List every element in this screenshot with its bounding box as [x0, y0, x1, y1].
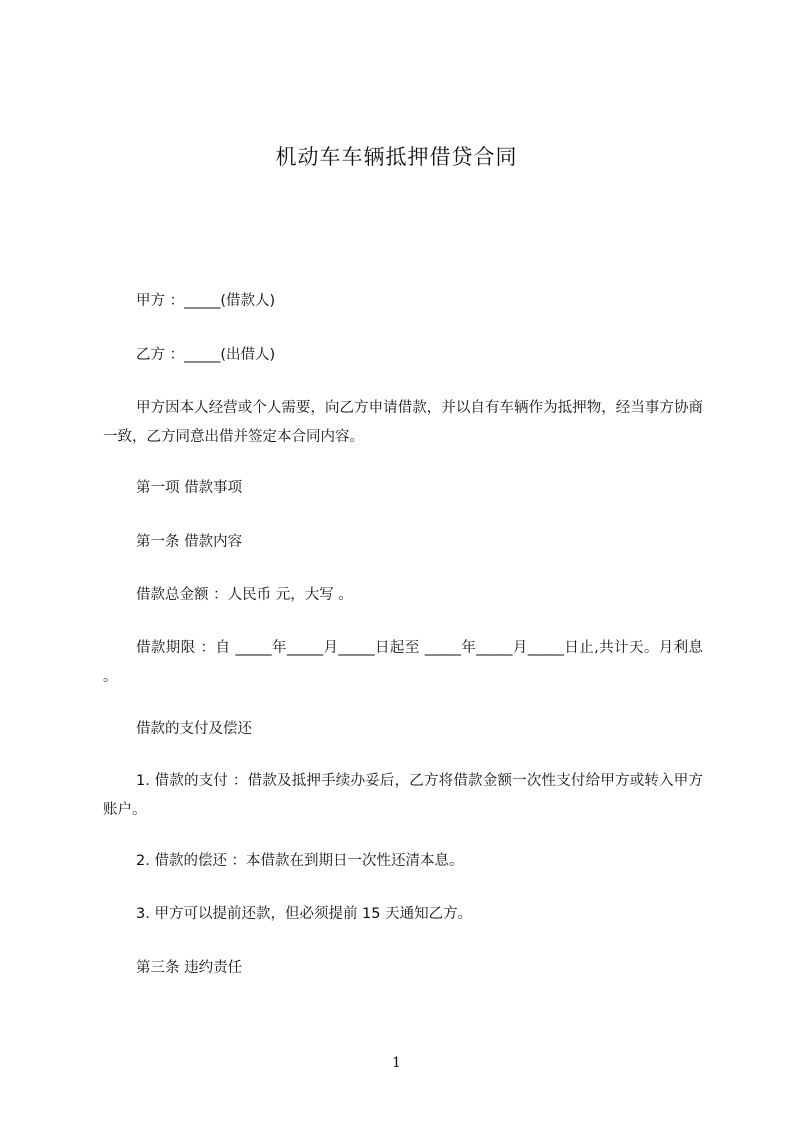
party-b-line: 乙方 ：_____(出借人) [136, 347, 276, 363]
party-a-line: 甲方 ：_____(借款人) [136, 293, 276, 309]
payment-heading: 借款的支付及偿还 [136, 721, 252, 737]
payment-item: 1. 借款的支付 ：借款及抵押手续办妥后，乙方将借款金额一次性支付给甲方或转入甲方账户。 [103, 773, 703, 818]
repayment-item: 2. 借款的偿还 ：本借款在到期日一次性还清本息。 [136, 853, 464, 869]
document-title: 机动车车辆抵押借贷合同 [275, 145, 518, 169]
loan-term-paragraph: 借款期限 ：自 _____年_____月_____日起至 _____年_____月_____日止,共计天。月利息 。 [103, 640, 703, 685]
total-amount-line: 借款总金额 ：人民币 元，大写 。 [136, 587, 353, 603]
preamble-paragraph: 甲方因本人经营或个人需要，向乙方申请借款，并以自有车辆作为抵押物，经当事方协商一致，乙方同意出借并签定本合同内容。 [103, 400, 703, 445]
article-heading: 第一条 借款内容 [136, 534, 243, 550]
article-heading: 第三条 违约责任 [136, 960, 243, 976]
section-heading: 第一项 借款事项 [136, 480, 243, 496]
early-repayment-item: 3. 甲方可以提前还款，但必须提前 15 天通知乙方。 [136, 906, 473, 922]
page-number: 1 [392, 1055, 401, 1071]
